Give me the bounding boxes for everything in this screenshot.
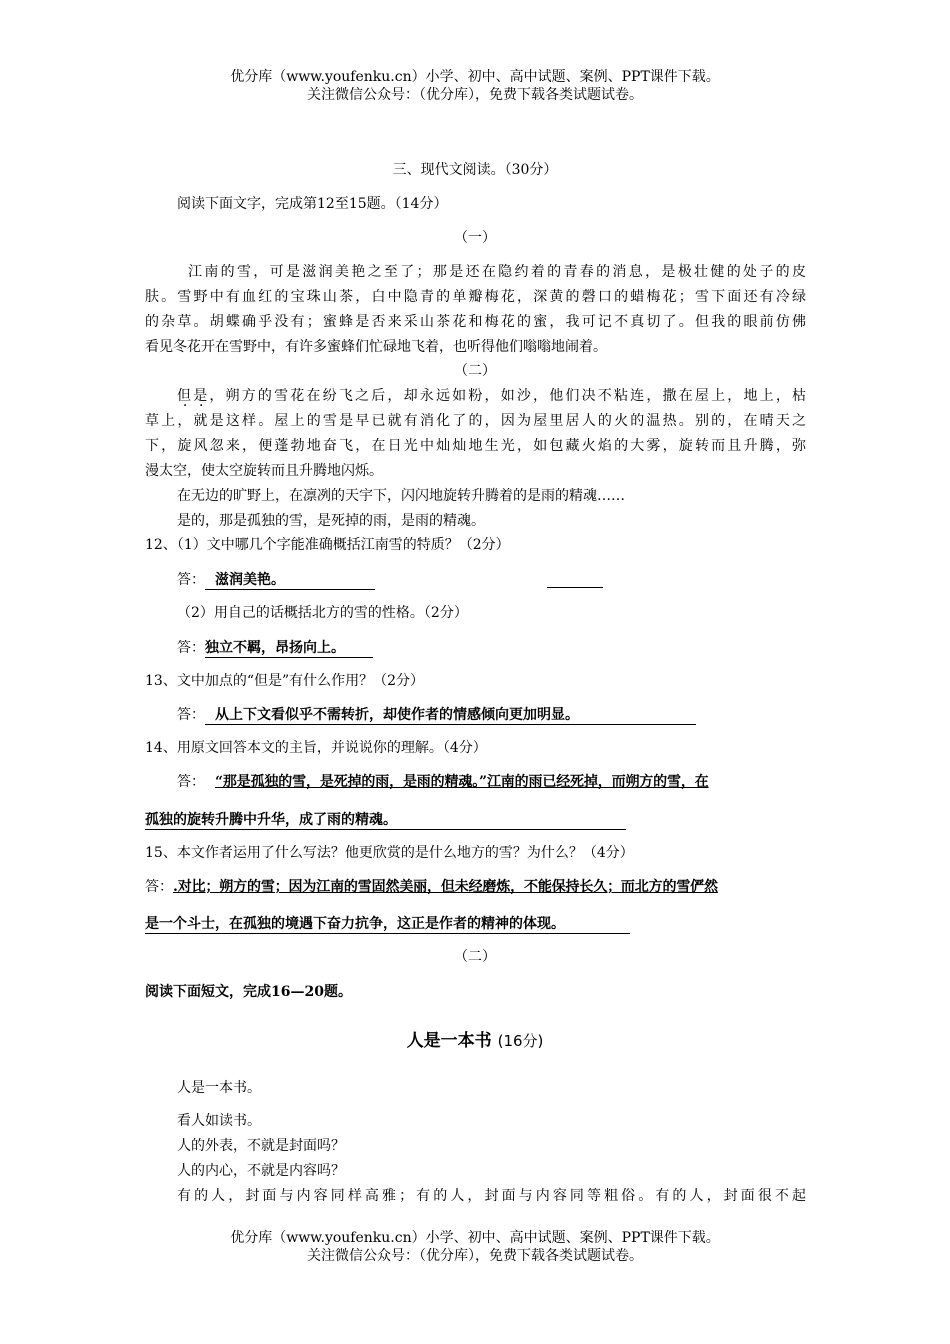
part-label-2: （二） [454, 363, 496, 379]
dotted-char: 是 [193, 388, 210, 404]
reading-instruction-2: 阅读下面短文，完成16—20题。 [145, 984, 352, 1000]
answer-13 [177, 705, 696, 725]
question-15: 15、本文作者运用了什么写法？他更欣赏的是什么地方的雪？为什么？（4分） [145, 845, 634, 861]
reading-instruction: 阅读下面文字，完成第12至15题。（14分） [177, 196, 448, 212]
answer-label: 答： [177, 640, 205, 656]
answer-12-2 [177, 638, 373, 658]
answer-15-text-1: .对比；朔方的雪；因为江南的雪固然美丽，但未经磨炼，不能保持长久；而北方的雪俨然 [173, 879, 718, 895]
passage2-line-2: 草上，就是这样。屋上的雪是早已就有消化了的，因为屋里居人的火的温热。别的，在晴天之 [145, 413, 806, 429]
question-13: 13、文中加点的“但是”有什么作用？（2分） [145, 673, 425, 689]
question-12-1: 12、（1）文中哪几个字能准确概括江南雪的特质？（2分） [145, 537, 510, 553]
passage2-line-3: 下，旋风忽来，便蓬勃地奋飞，在日光中灿灿地生光，如包藏火焰的大雾，旋转而且升腾，弥 [145, 438, 806, 454]
article-line-4: 人的内心，不就是内容吗？ [177, 1163, 345, 1179]
answer-14-line-2 [145, 810, 626, 830]
article-title [0, 1028, 950, 1055]
passage1-line-1: 江南的雪，可是滋润美艳之至了；那是还在隐约着的青春的消息，是极壮健的处子的皮 [188, 264, 806, 280]
passage1-line-3: 的杂草。胡蝶确乎没有；蜜蜂是否来采山茶花和梅花的蜜，我可记不真切了。但我的眼前仿佛 [145, 314, 806, 330]
passage2-para-2: 在无边的旷野上，在凛冽的天宇下，闪闪地旋转升腾着的是雨的精魂…… [177, 488, 625, 504]
dotted-char: 但 [177, 388, 194, 404]
passage2-line-1-text: ，朔方的雪花在纷飞之后，却永远如粉，如沙，他们决不粘连，撒在屋上，地上，枯 [209, 388, 807, 404]
part-label-3: （二） [454, 949, 496, 965]
answer-blank-line [547, 573, 603, 588]
article-line-1: 人是一本书。 [177, 1080, 261, 1096]
answer-15-line-1 [145, 877, 806, 897]
passage1-line-2: 肤。雪野中有血红的宝珠山茶，白中隐青的单瓣梅花，深黄的磬口的蜡梅花；雪下面还有冷绿 [145, 289, 806, 305]
article-line-3: 人的外表，不就是封面吗？ [177, 1138, 345, 1154]
answer-12-2-text: 独立不羁，昂扬向上。 [205, 639, 373, 658]
section-title: 三、现代文阅读。（30分） [392, 162, 558, 178]
answer-label: 答： [145, 879, 173, 895]
passage1-line-4: 看见冬花开在雪野中，有许多蜜蜂们忙碌地飞着，也听得他们嗡嗡地闹着。 [145, 339, 607, 355]
passage2-line-1 [177, 386, 806, 406]
page-footer-line-1: 优分库（www.youfenku.cn）小学、初中、高中试题、案例、PPT课件下载。 [230, 1230, 720, 1246]
answer-12-1-text: 滋润美艳。 [205, 571, 375, 590]
article-score: (16分) [497, 1032, 544, 1050]
answer-label: 答： [177, 774, 205, 790]
answer-label: 答： [177, 707, 205, 723]
answer-12-1 [177, 570, 375, 590]
answer-14-line-1 [177, 772, 806, 792]
article-line-2: 看人如读书。 [177, 1113, 261, 1129]
answer-15-line-2 [145, 914, 630, 934]
question-14: 14、用原文回答本文的主旨，并说说你的理解。（4分） [145, 740, 487, 756]
page-footer-line-2: 关注微信公众号：（优分库），免费下载各类试题试卷。 [307, 1248, 643, 1264]
answer-13-text: 从上下文看似乎不需转折，却使作者的情感倾向更加明显。 [205, 706, 696, 725]
article-title-text: 人是一本书 [406, 1031, 492, 1051]
answer-15-text-2: 是一个斗士，在孤独的境遇下奋力抗争，这正是作者的精神的体现。 [145, 915, 630, 934]
part-label-1: （一） [454, 230, 496, 246]
page-header-line-2: 关注微信公众号：（优分库），免费下载各类试题试卷。 [307, 87, 643, 103]
article-line-5: 有的人，封面与内容同样高雅；有的人，封面与内容同等粗俗。有的人，封面很不起 [177, 1188, 806, 1204]
passage2-para-3: 是的，那是孤独的雪，是死掉的雨，是雨的精魂。 [177, 513, 485, 529]
answer-14-text-2: 孤独的旋转升腾中升华，成了雨的精魂。 [145, 811, 626, 830]
page-header-line-1: 优分库（www.youfenku.cn）小学、初中、高中试题、案例、PPT课件下载。 [230, 69, 720, 85]
passage2-line-4: 漫太空，使太空旋转而且升腾地闪烁。 [145, 463, 383, 479]
answer-label: 答： [177, 572, 205, 588]
answer-14-text-1: “那是孤独的雪，是死掉的雨，是雨的精魂。”江南的雨已经死掉，而朔方的雪，在 [215, 774, 709, 790]
question-12-2: （2）用自己的话概括北方的雪的性格。（2分） [177, 605, 468, 621]
